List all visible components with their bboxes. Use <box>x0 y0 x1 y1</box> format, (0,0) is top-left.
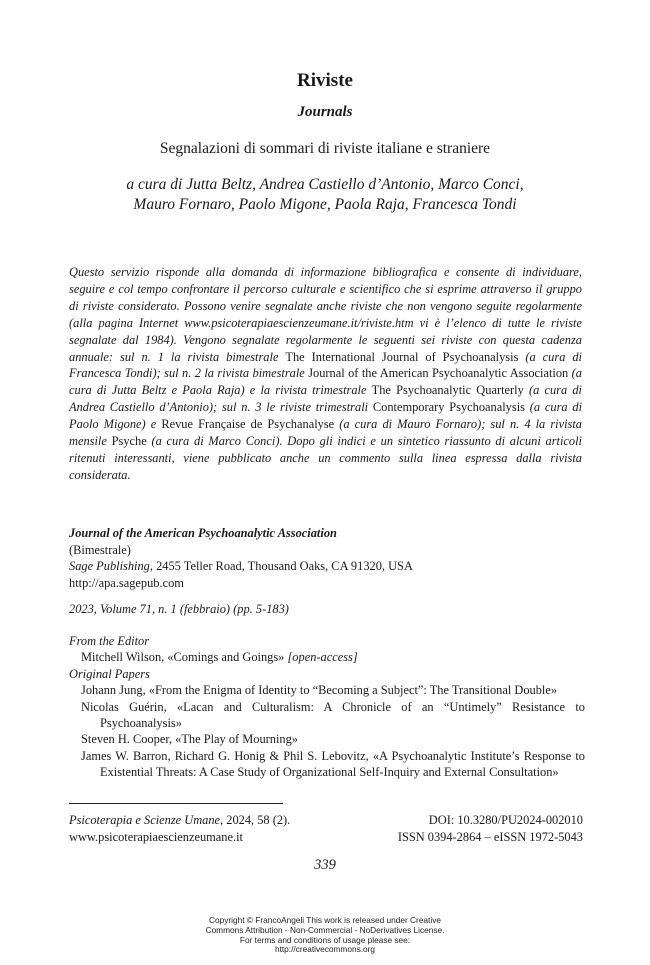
open-access-tag: [open-access] <box>287 650 358 665</box>
footer-issn: ISSN 0394-2864 – eISSN 1972-5043 <box>397 830 583 844</box>
toc-section-heading: From the Editor <box>69 634 150 648</box>
intro-text: (a cura di Andrea Castiello d’Antonio); sul n. 3 le riviste trimestrali <box>69 383 583 415</box>
toc-item-text: Mitchell Wilson, «Comings and Goings» <box>81 650 288 665</box>
journal-name: The Psychoanalytic Quarterly <box>371 383 524 398</box>
table-of-contents <box>69 633 585 781</box>
section-description: Segnalazioni di sommari di riviste italiane e straniere <box>159 140 491 157</box>
editors-line: Mauro Fornaro, Paolo Migone, Paola Raja, Francesca Tondi <box>133 196 517 213</box>
section-subtitle: Journals <box>297 104 353 120</box>
intro-text: (a cura di Marco Conci). Dopo gli indici e un sintetico riassunto di alcuni articoli ritenuti interessanti, viene pubblicato anche un commento sulla linea espressa dalla rivista considerata. <box>69 434 582 482</box>
editors-block <box>0 175 650 215</box>
footer-divider <box>69 803 283 804</box>
editors-line: a cura di Jutta Beltz, Andrea Castiello d’Antonio, Marco Conci, <box>126 176 524 193</box>
toc-item <box>69 649 585 665</box>
toc-item: Johann Jung, «From the Enigma of Identity to “Becoming a Subject”: The Transitional Double» <box>81 683 558 698</box>
journal-publisher: Sage Publishing <box>69 559 150 573</box>
intro-paragraph <box>69 264 582 484</box>
journal-url: http://apa.sagepub.com <box>69 575 184 590</box>
section-title: Riviste <box>297 70 353 91</box>
journal-name: Revue Française de Psychanalyse <box>161 417 335 432</box>
footer-journal-volume: , 2024, 58 (2). <box>220 813 291 827</box>
license-line: Copyright © FrancoAngeli This work is released under Creative <box>209 915 441 925</box>
toc-section-heading: Original Papers <box>69 666 150 681</box>
journal-name: Psyche <box>111 434 147 449</box>
footer-doi: DOI: 10.3280/PU2024-002010 <box>428 813 583 827</box>
intro-text: (a cura di Paolo Migone) e <box>69 400 583 432</box>
journal-info <box>69 525 589 591</box>
issue-info: 2023, Volume 71, n. 1 (febbraio) (pp. 5-183) <box>69 602 289 616</box>
footer-website: www.psicoterapiaescienzeumane.it <box>69 830 243 844</box>
license-line: For terms and conditions of usage please see: <box>239 934 411 945</box>
page-number: 339 <box>314 857 336 873</box>
intro-text: (a cura di Jutta Beltz e Paola Raja) e la rivista trimestrale <box>69 366 582 398</box>
license-notice <box>0 916 650 955</box>
journal-address: , 2455 Teller Road, Thousand Oaks, CA 91320, USA <box>149 559 413 573</box>
intro-text: (a cura di Mauro Fornaro); sul n. 4 la rivista mensile <box>69 417 582 449</box>
toc-item: Nicolas Guérin, «Lacan and Culturalism: A Chronicle of an “Untimely” Resistance to Psychoanalysis» <box>81 699 585 731</box>
journal-publisher-line <box>69 558 589 575</box>
journal-name: Contemporary Psychoanalysis <box>372 400 525 415</box>
license-link: http://creativecommons.org <box>274 944 376 955</box>
journal-title: Journal of the American Psychoanalytic Association <box>69 526 337 540</box>
footer-journal-ref <box>69 813 290 828</box>
journal-name: Journal of the American Psychoanalytic Association <box>308 366 569 381</box>
journal-name: The International Journal of Psychoanalysis <box>285 349 519 364</box>
intro-text: (a cura di Francesca Tondi); sul n. 2 la rivista bimestrale <box>69 349 582 381</box>
toc-item: James W. Barron, Richard G. Honig & Phil S. Lebovitz, «A Psychoanalytic Institute’s Response to Existential Threats: A Case Study of Organizational Self-Inquiry and External Consultation» <box>81 748 585 780</box>
footer-journal-title: Psicoterapia e Scienze Umane <box>69 813 221 827</box>
intro-text: Questo servizio risponde alla domanda di informazione bibliografica e consente di individuare, seguire e col tempo confrontare il percorso culturale e scientifico che si esprime attraverso il gruppo di riviste considerato. Possono venire segnalate anche riviste che non vengono seguite regolarmente (alla pagina Internet www.psicoterapiaescienzeumane.it/riviste.htm vi è l’elenco di tutte le riviste segnalate dal 1984). Vengono segnalate regolarmente le seguenti sei riviste con questa cadenza annuale: sul n. 1 la rivista bimestrale <box>69 265 582 364</box>
toc-item: Steven H. Cooper, «The Play of Mourning» <box>81 732 298 747</box>
journal-frequency: (Bimestrale) <box>69 542 131 557</box>
license-line: Commons Attribution - Non-Commercial - NoDerivatives License. <box>205 924 445 935</box>
